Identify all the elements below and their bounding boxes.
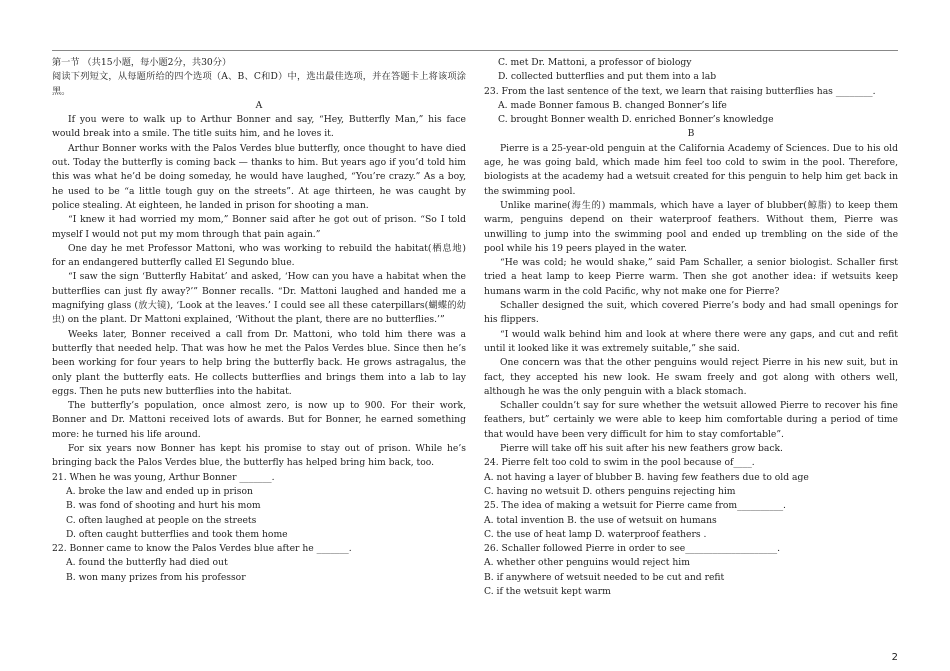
question-22-option: D. collected butterflies and put them into a lab [498,71,717,83]
right-column [484,56,898,599]
question-25-options-row: A. total invention B. the use of wetsuit on humans [484,514,717,526]
passage-a-paragraph: “I saw the sign ‘Butterfly Habitat’ and asked, ‘How can you have a habitat when the butterflies can just fly away?’” Bonner recalls. “Dr. Mattoni laughed and handed me a magnifying glass (放大镜), ‘Look at the leaves.’ I could see all these caterpillars(蝴蝶的幼虫) on the plant. Dr Mattoni explained, ‘Without the plant, there are no butterflies.’” [52,271,466,326]
passage-a-paragraph: The butterfly’s population, once almost zero, is now up to 900. For their work, Bonner and Dr. Mattoni received lots of awards. But for Bonner, he earned something more: he turned his life around. [52,400,466,440]
question-25-stem: 25. The idea of making a wetsuit for Pierre came from__________. [484,500,786,512]
passage-a-paragraph: For six years now Bonner has kept his promise to stay out of prison. While he’s bringing back the Palos Verdes blue, the butterfly has helped bring him back, too. [52,443,466,469]
passage-a-paragraph: One day he met Professor Mattoni, who was working to rebuild the habitat(栖息地) for an endangered butterfly called El Segundo blue. [52,242,466,269]
passage-a-paragraph: Weeks later, Bonner received a call from Dr. Mattoni, who told him there was a butterfly that needed help. That was how he met the Palos Verdes blue. Since then he’s been working for four years to help bring the butterfly back. He grows astragalus, the only plant the butterfly eats. He collects butterflies and brings them into a lab to lay eggs. Then he puts new butterflies into the habitat. [52,328,466,397]
passage-b-paragraph: “I would walk behind him and look at where there were any gaps, and cut and refit until it looked like it was extremely suitable,” she said. [484,328,898,354]
passage-b-paragraph: Schaller designed the suit, which covered Pierre’s body and had small openings for his flippers. [484,300,898,326]
question-22-option: A. found the butterfly had died out [66,557,228,569]
question-21-option: B. was fond of shooting and hurt his mom [66,500,261,512]
question-23-options-row: C. brought Bonner wealth D. enriched Bonner’s knowledge [498,114,774,126]
question-24-options-row: C. having no wetsuit D. others penguins rejecting him [484,485,736,497]
question-21-stem: 21. When he was young, Arthur Bonner _______. [52,471,275,483]
left-column [52,56,466,585]
question-24-options-row: A. not having a layer of blubber B. having few feathers due to old age [484,471,809,483]
passage-b-paragraph: “He was cold; he would shake,” said Pam Schaller, a senior biologist. Schaller first tried a heat lamp to keep Pierre warm. Then she got another idea: if wetsuits keep humans warm in the cold Pacific, why not make one for Pierre? [484,257,898,297]
question-21-option: C. often laughed at people on the streets [66,514,257,526]
question-26-option: B. if anywhere of wetsuit needed to be cut and refit [484,571,725,583]
page-number: 2 [891,652,898,663]
question-21-option: D. often caught butterflies and took them home [66,528,288,540]
passage-a-label: A [255,99,263,111]
passage-b-paragraph: Pierre is a 25-year-old penguin at the California Academy of Sciences. Due to his old age, he was going bald, which made him feel too cold to swim in the pool. Therefore, biologists at the academy had a wetsuit created for this penguin to help him get back in the swimming pool. [484,142,898,197]
question-25-options-row: C. the use of heat lamp D. waterproof feathers . [484,528,707,540]
question-26-option: A. whether other penguins would reject him [484,557,690,569]
passage-b-paragraph: One concern was that the other penguins would reject Pierre in his new suit, but in fact, they accepted his new look. He swam freely and got along with others well, although he was the only penguin with a black stomach. [484,357,898,397]
question-26-option: C. if the wetsuit kept warm [484,585,611,597]
question-23-stem: 23. From the last sentence of the text, we learn that raising butterflies has ________. [484,85,876,97]
passage-a-paragraph: If you were to walk up to Arthur Bonner and say, “Hey, Butterfly Man,” his face would break into a smile. The title suits him, and he loves it. [52,114,466,140]
question-23-options-row: A. made Bonner famous B. changed Bonner’s life [498,99,727,111]
question-24-stem: 24. Pierre felt too cold to swim in the pool because of____. [484,457,755,469]
question-22-option: C. met Dr. Mattoni, a professor of biology [498,57,692,68]
passage-b-label: B [687,128,695,140]
passage-a-paragraph: Arthur Bonner works with the Palos Verdes blue butterfly, once thought to have died out. Today the butterfly is coming back — thanks to him. But years ago if you’d told him this was what he’d be doing someday, he would have laughed, “You’re crazy.” As a boy, he used to be “a little tough guy on the streets”. At age thirteen, he was caught by police stealing. At eighteen, he landed in prison for shooting a man. [52,142,466,211]
question-22-option: B. won many prizes from his professor [66,571,246,583]
passage-b-paragraph: Schaller couldn’t say for sure whether the wetsuit allowed Pierre to recover his fine feathers, but” certainly we were able to keep him comfortable during a period of time that would have been very difficult for him to stay comfortable”. [484,400,898,440]
question-22-stem: 22. Bonner came to know the Palos Verdes blue after he _______. [52,543,352,555]
passage-a-paragraph: “I knew it had worried my mom,” Bonner said after he got out of prison. “So I told myself I would not put my mom through that pain again.” [52,214,466,240]
passage-b-paragraph: Unlike marine(海生的) mammals, which have a layer of blubber(鲸脂) to keep them warm, penguins depend on their waterproof feathers. Without them, Pierre was unwilling to jump into the swimming pool and ended up trembling on the side of the pool while his 19 peers played in the water. [484,199,898,254]
instruction: 阅读下列短文，从每题所给的四个选项（A、B、C和D）中，选出最佳选项，并在答题卡上将该项涂黑。 [52,71,466,97]
top-rule [52,50,898,51]
question-26-stem: 26. Schaller followed Pierre in order to see____________________. [484,543,780,555]
section-header: 第一节 （共15小题，每小题2分，共30分） [52,57,232,68]
question-21-option: A. broke the law and ended up in prison [66,485,253,497]
passage-b-paragraph: Pierre will take off his suit after his new feathers grow back. [500,443,783,455]
